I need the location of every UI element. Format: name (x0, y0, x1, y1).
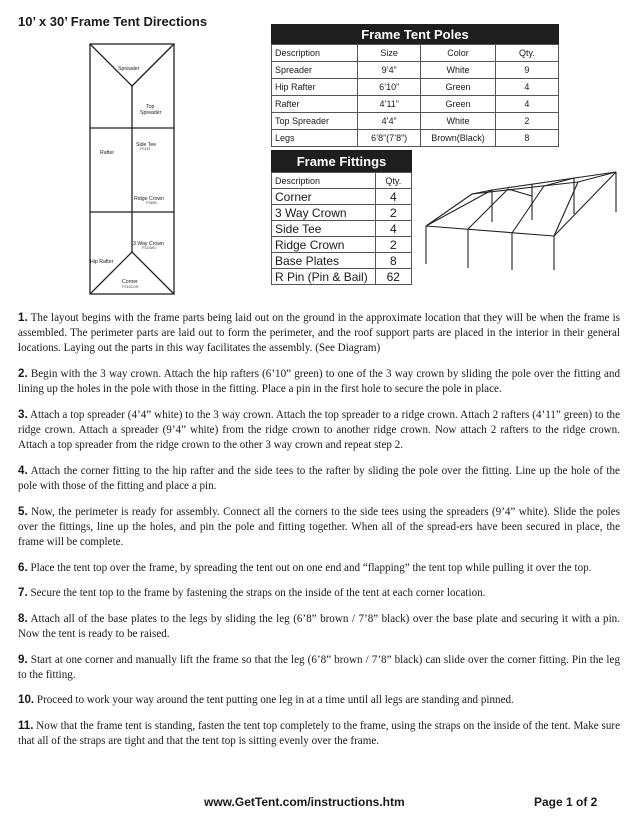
rafter (512, 186, 544, 233)
hip-rafter-tl (90, 44, 132, 86)
fitting-description: Ridge Crown (272, 237, 376, 253)
step-text: Start at one corner and manually lift the frame so that the leg (6’8” brown / 7’8” black) can slide over the corner fitting. Pin the leg to the fitting. (18, 653, 620, 681)
pole-size: 4’11” (358, 96, 421, 113)
table-row (272, 237, 412, 253)
pole-description: Hip Rafter (272, 79, 358, 96)
rafter (468, 189, 508, 229)
step-text: Attach the corner fitting to the hip rafter and the side tees to the rafter by sliding the pole over the fitting. Line up the hole of the pole with those of the fitting and place a pin. (18, 464, 620, 492)
frame-fittings-table (271, 150, 412, 285)
ridge-crown-code: FS6RC (146, 201, 158, 205)
spreader-label: Spreader (118, 66, 140, 72)
instruction-step (18, 611, 620, 642)
step-number: 11. (18, 718, 34, 732)
pole-description: Spreader (272, 62, 358, 79)
rafter-label: Rafter (100, 150, 115, 156)
pole-description: Legs (272, 130, 358, 147)
frame-tent-illustration-svg (420, 160, 626, 272)
step-text: Attach a top spreader (4’4” white) to the 3 way crown. Attach the top spreader to a ridge crown. Attach 2 rafters (4’11” green) to the ridge crown. Attach a spreader (9’4” white) from the ridge crown to another ridge crown. Now attach 2 rafters to the ridge crown. Attach a top spreader from the ridge crown to the other 3 way crown and repeat step 2. (18, 408, 620, 452)
poles-header-size: Size (358, 45, 421, 62)
table-row (272, 221, 412, 237)
step-number: 8. (18, 611, 28, 625)
footer-url[interactable]: www.GetTent.com/instructions.htm (204, 795, 405, 809)
front-eave (426, 226, 554, 236)
frame-tent-illustration (420, 160, 626, 272)
step-number: 4. (18, 463, 28, 477)
table-row (272, 62, 559, 79)
poles-header-description: Description (272, 45, 358, 62)
left-eave (426, 190, 492, 226)
right-eave (554, 172, 616, 236)
pole-size: 9’4” (358, 62, 421, 79)
fittings-table-title: Frame Fittings (271, 150, 412, 172)
step-number: 1. (18, 311, 28, 324)
step-text: Begin with the 3 way crown. Attach the hip rafters (6’10” green) to one of the 3 way crown by sliding the pole over the fitting and lining up the holes in the pole with those in the fitting. Place a pin in the first hole to secure the pole in place. (18, 368, 620, 396)
instruction-step (18, 585, 620, 601)
step-number: 10. (18, 693, 35, 707)
pole-color: Brown(Black) (421, 130, 496, 147)
table-row (272, 130, 559, 147)
corner-code: FS15COR (122, 285, 139, 289)
instruction-step (18, 463, 620, 494)
fitting-qty: 2 (375, 205, 411, 221)
top-spreader-label-1: Top (146, 104, 155, 110)
page-number: Page 1 of 2 (534, 795, 598, 809)
poles-header-qty: Qty. (495, 45, 558, 62)
instruction-step (18, 366, 620, 397)
top-spreader-label-2: Spreader (140, 110, 162, 116)
step-text: Proceed to work your way around the tent putting one leg in at a time until all legs are standing and pinned. (34, 694, 514, 707)
fitting-qty: 8 (375, 253, 411, 269)
pole-size: 6’10” (358, 79, 421, 96)
step-text: Attach all of the base plates to the legs by sliding the leg (6’8” brown / 7’8” black) over the base plate and securing it with a pin. Now the tent is ready to be raised. (18, 612, 620, 640)
ridge-crown-label: Ridge Crown (134, 196, 164, 202)
pole-size: 4’4” (358, 113, 421, 130)
poles-header-color: Color (421, 45, 496, 62)
hip-rafter (426, 194, 472, 226)
table-row (272, 79, 559, 96)
rafter (508, 189, 532, 196)
instruction-step (18, 692, 620, 708)
instruction-step (18, 504, 620, 551)
fitting-description: 3 Way Crown (272, 205, 376, 221)
page-title: 10’ x 30’ Frame Tent Directions (18, 14, 208, 29)
step-text: Secure the tent top to the frame by fastening the straps on the inside of the tent at each corner location. (27, 587, 486, 600)
fitting-qty: 2 (375, 237, 411, 253)
layout-diagram (84, 38, 180, 300)
pole-color: Green (421, 79, 496, 96)
table-row (272, 113, 559, 130)
instruction-step (18, 718, 620, 749)
fitting-description: Corner (272, 189, 376, 205)
fitting-description: Base Plates (272, 253, 376, 269)
fitting-description: Side Tee (272, 221, 376, 237)
pole-description: Rafter (272, 96, 358, 113)
table-row (272, 96, 559, 113)
poles-header-row (272, 45, 559, 62)
pole-color: White (421, 62, 496, 79)
fittings-header-row (272, 173, 412, 189)
side-tee-code: FS15T (140, 147, 151, 151)
fitting-description: R Pin (Pin & Bail) (272, 269, 376, 285)
step-text: Now, the perimeter is ready for assembly. Connect all the corners to the side tees using the spreaders (9’4” white). Slide the poles over the fittings, line up the holes, and pin the pole and fitting together. When all of the spread-ers have been secured in place, the frame will be complete. (18, 505, 620, 548)
fittings-header-description: Description (272, 173, 376, 189)
instruction-step (18, 407, 620, 454)
step-number: 3. (18, 407, 28, 421)
instruction-step (18, 310, 620, 357)
step-text: Now that the frame tent is standing, fasten the tent top completely to the frame, using the straps on the inside of the tent. Make sure that all of the straps are tight and that the tent top is sitting evenly over the frame. (18, 719, 620, 748)
table-row (272, 269, 412, 285)
instructions-list (18, 310, 620, 759)
three-way-crown-code: FS15WC (142, 246, 157, 250)
pole-qty: 9 (495, 62, 558, 79)
table-row (272, 205, 412, 221)
back-eave (492, 172, 616, 190)
step-number: 6. (18, 560, 28, 574)
instruction-step (18, 560, 620, 576)
three-way-crown-label: 3 Way Crown (133, 241, 164, 247)
instruction-step (18, 652, 620, 683)
ridge (472, 182, 578, 194)
step-text: Place the tent top over the frame, by spreading the tent out on one end and “flapping” the tent top while pulling it over the top. (27, 561, 592, 574)
pole-description: Top Spreader (272, 113, 358, 130)
step-number: 2. (18, 367, 28, 380)
frame-tent-poles-table (271, 24, 559, 147)
hip-rafter-label: Hip Rafter (90, 259, 114, 265)
step-number: 5. (18, 504, 28, 518)
fittings-header-qty: Qty. (375, 173, 411, 189)
fitting-qty: 62 (375, 269, 411, 285)
pole-qty: 2 (495, 113, 558, 130)
step-text: The layout begins with the frame parts being laid out on the ground in the approximate location that they will be when the frame is assembled. The perimeter parts are laid out to form the perimeter, and the roof support parts are placed in the interior in their general locations. Laying out the parts in this way facilitates the assembly. (See Diagram) (18, 312, 620, 355)
hip-rafter-tr (132, 44, 174, 86)
step-number: 7. (18, 586, 28, 600)
pole-qty: 4 (495, 96, 558, 113)
step-number: 9. (18, 652, 28, 666)
corner-label: Corner (122, 279, 138, 285)
pole-qty: 4 (495, 79, 558, 96)
pole-size: 6’8”(7’8”) (358, 130, 421, 147)
fitting-qty: 4 (375, 221, 411, 237)
pole-color: White (421, 113, 496, 130)
table-row (272, 189, 412, 205)
poles-table-title: Frame Tent Poles (271, 24, 559, 44)
pole-qty: 8 (495, 130, 558, 147)
side-tee-label: Side Tee (136, 142, 157, 148)
layout-diagram-svg (84, 38, 180, 300)
fitting-qty: 4 (375, 189, 411, 205)
table-row (272, 253, 412, 269)
pole-color: Green (421, 96, 496, 113)
